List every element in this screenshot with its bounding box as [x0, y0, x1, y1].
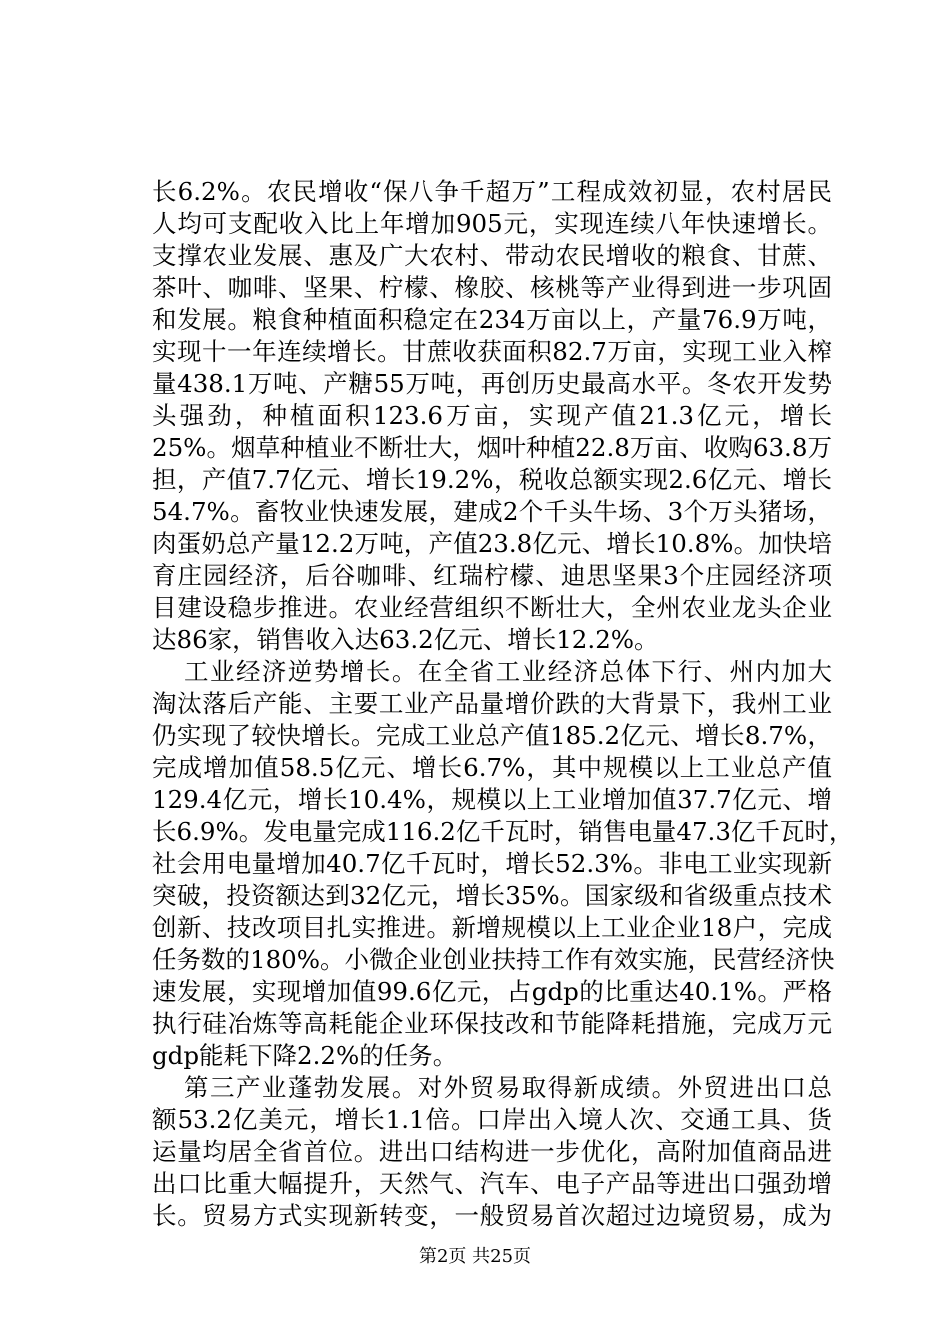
body-line: 额53.2亿美元，增长1.1倍。口岸出入境人次、交通工具、货: [152, 1105, 832, 1134]
paragraph-start-line: 工业经济逆势增长。在全省工业经济总体下行、州内加大: [184, 657, 832, 686]
body-line: gdp能耗下降2.2%的任务。: [152, 1041, 458, 1070]
body-line: 突破，投资额达到32亿元，增长35%。国家级和省级重点技术: [152, 881, 832, 910]
body-line: 129.4亿元，增长10.4%，规模以上工业增加值37.7亿元、增: [152, 785, 832, 814]
body-line: 完成增加值58.5亿元、增长6.7%，其中规模以上工业总产值: [152, 753, 832, 782]
body-line: 人均可支配收入比上年增加905元，实现连续八年快速增长。: [152, 209, 832, 238]
body-line: 执行硅冶炼等高耗能企业环保技改和节能降耗措施，完成万元: [152, 1009, 832, 1038]
body-line: 出口比重大幅提升，天然气、汽车、电子产品等进出口强劲增: [152, 1169, 832, 1198]
body-line: 头强劲，种植面积123.6万亩，实现产值21.3亿元，增长: [152, 401, 832, 430]
body-line: 长6.2%。农民增收“保八争千超万”工程成效初显，农村居民: [152, 177, 832, 206]
body-line: 担，产值7.7亿元、增长19.2%，税收总额实现2.6亿元、增长: [152, 465, 832, 494]
body-line: 淘汰落后产能、主要工业产品量增价跌的大背景下，我州工业: [152, 689, 832, 718]
body-line: 创新、技改项目扎实推进。新增规模以上工业企业18户，完成: [152, 913, 832, 942]
body-line: 长。贸易方式实现新转变，一般贸易首次超过边境贸易，成为: [152, 1201, 832, 1230]
body-line: 肉蛋奶总产量12.2万吨，产值23.8亿元、增长10.8%。加快培: [152, 529, 832, 558]
body-line: 社会用电量增加40.7亿千瓦时，增长52.3%。非电工业实现新: [152, 849, 832, 878]
body-line: 任务数的180%。小微企业创业扶持工作有效实施，民营经济快: [152, 945, 835, 974]
body-line: 54.7%。畜牧业快速发展，建成2个千头牛场、3个万头猪场，: [152, 497, 832, 526]
body-line: 25%。烟草种植业不断壮大，烟叶种植22.8万亩、收购63.8万: [152, 433, 832, 462]
paragraph-start-line: 第三产业蓬勃发展。对外贸易取得新成绩。外贸进出口总: [184, 1073, 832, 1102]
body-line: 仍实现了较快增长。完成工业总产值185.2亿元、增长8.7%，: [152, 721, 832, 750]
body-line: 达86家，销售收入达63.2亿元、增长12.2%。: [152, 625, 659, 654]
body-line: 支撑农业发展、惠及广大农村、带动农民增收的粮食、甘蔗、: [152, 241, 832, 270]
body-line: 速发展，实现增加值99.6亿元，占gdp的比重达40.1%。严格: [152, 977, 832, 1006]
body-line: 量438.1万吨、产糖55万吨，再创历史最高水平。冬农开发势: [152, 369, 832, 398]
body-line: 实现十一年连续增长。甘蔗收获面积82.7万亩，实现工业入榨: [152, 337, 832, 366]
body-line: 和发展。粮食种植面积稳定在234万亩以上，产量76.9万吨，: [152, 305, 832, 334]
body-line: 目建设稳步推进。农业经营组织不断壮大，全州农业龙头企业: [152, 593, 832, 622]
body-line: 育庄园经济，后谷咖啡、红瑞柠檬、迪思坚果3个庄园经济项: [152, 561, 832, 590]
body-line: 运量均居全省首位。进出口结构进一步优化，高附加值商品进: [152, 1137, 832, 1166]
body-line: 长6.9%。发电量完成116.2亿千瓦时，销售电量47.3亿千瓦时，: [152, 817, 854, 846]
body-line: 茶叶、咖啡、坚果、柠檬、橡胶、核桃等产业得到进一步巩固: [152, 273, 832, 302]
page-number-footer: 第2页 共25页: [418, 1246, 532, 1267]
